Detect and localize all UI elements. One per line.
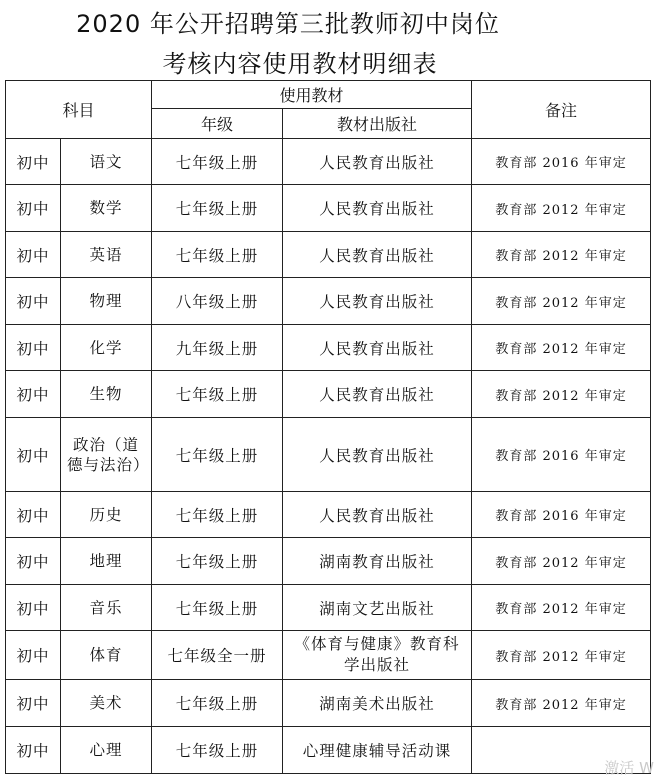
publisher-cell: 心理健康辅导活动课 [283,727,472,774]
header-textbook-group: 使用教材 [152,81,472,109]
table-row [6,371,651,418]
publisher-cell: 人民教育出版社 [283,371,472,418]
table-row [6,278,651,325]
remark-cell: 教育部 2016 年审定 [472,492,651,538]
table-row [6,585,651,631]
publisher-cell: 湖南文艺出版社 [283,585,472,631]
level-cell: 初中 [6,278,61,325]
grade-cell: 七年级上册 [152,680,283,727]
remark-cell: 教育部 2012 年审定 [472,325,651,371]
table-row [6,418,651,492]
subject-cell: 语文 [61,139,152,185]
textbook-table [5,80,651,774]
subject-cell: 美术 [61,680,152,727]
remark-cell: 教育部 2012 年审定 [472,278,651,325]
grade-cell: 七年级上册 [152,185,283,232]
grade-cell: 七年级上册 [152,232,283,278]
subject-cell: 音乐 [61,585,152,631]
page-subtitle: 考核内容使用教材明细表 [162,50,438,78]
level-cell: 初中 [6,680,61,727]
table-row [6,680,651,727]
grade-cell: 七年级上册 [152,585,283,631]
level-cell: 初中 [6,585,61,631]
grade-cell: 八年级上册 [152,278,283,325]
remark-cell: 教育部 2012 年审定 [472,232,651,278]
table-row [6,538,651,585]
remark-cell: 教育部 2012 年审定 [472,680,651,727]
remark-cell: 教育部 2012 年审定 [472,538,651,585]
header-grade: 年级 [152,109,283,139]
header-subject: 科目 [6,81,152,139]
publisher-cell: 湖南教育出版社 [283,538,472,585]
publisher-cell: 人民教育出版社 [283,278,472,325]
subject-cell: 化学 [61,325,152,371]
level-cell: 初中 [6,492,61,538]
subject-cell: 历史 [61,492,152,538]
header-remark: 备注 [472,81,651,139]
publisher-cell: 人民教育出版社 [283,185,472,232]
remark-cell: 教育部 2012 年审定 [472,185,651,232]
table-row [6,232,651,278]
level-cell: 初中 [6,418,61,492]
remark-cell: 教育部 2016 年审定 [472,418,651,492]
level-cell: 初中 [6,139,61,185]
table-row [6,325,651,371]
grade-cell: 七年级上册 [152,492,283,538]
remark-cell: 教育部 2012 年审定 [472,631,651,680]
page-title: 2020 年公开招聘第三批教师初中岗位 [76,10,500,38]
level-cell: 初中 [6,538,61,585]
table-row [6,139,651,185]
subject-cell: 政治（道德与法治） [61,418,152,492]
publisher-cell: 人民教育出版社 [283,418,472,492]
grade-cell: 七年级全一册 [152,631,283,680]
publisher-cell: 湖南美术出版社 [283,680,472,727]
header-publisher: 教材出版社 [283,109,472,139]
subject-cell: 生物 [61,371,152,418]
level-cell: 初中 [6,232,61,278]
grade-cell: 七年级上册 [152,418,283,492]
table-row [6,185,651,232]
table-row [6,631,651,680]
remark-cell: 教育部 2016 年审定 [472,139,651,185]
publisher-cell: 人民教育出版社 [283,325,472,371]
publisher-cell: 《体育与健康》教育科学出版社 [283,631,472,680]
grade-cell: 七年级上册 [152,139,283,185]
subject-cell: 英语 [61,232,152,278]
remark-cell: 教育部 2012 年审定 [472,371,651,418]
grade-cell: 七年级上册 [152,538,283,585]
level-cell: 初中 [6,325,61,371]
table-row [6,492,651,538]
subject-cell: 地理 [61,538,152,585]
table-row [6,727,651,774]
subject-cell: 物理 [61,278,152,325]
level-cell: 初中 [6,185,61,232]
level-cell: 初中 [6,631,61,680]
publisher-cell: 人民教育出版社 [283,139,472,185]
level-cell: 初中 [6,727,61,774]
subject-cell: 数学 [61,185,152,232]
remark-cell: 教育部 2012 年审定 [472,585,651,631]
grade-cell: 七年级上册 [152,727,283,774]
publisher-cell: 人民教育出版社 [283,492,472,538]
level-cell: 初中 [6,371,61,418]
subject-cell: 心理 [61,727,152,774]
activation-watermark: 激活 W [604,759,654,777]
grade-cell: 九年级上册 [152,325,283,371]
subject-cell: 体育 [61,631,152,680]
grade-cell: 七年级上册 [152,371,283,418]
publisher-cell: 人民教育出版社 [283,232,472,278]
